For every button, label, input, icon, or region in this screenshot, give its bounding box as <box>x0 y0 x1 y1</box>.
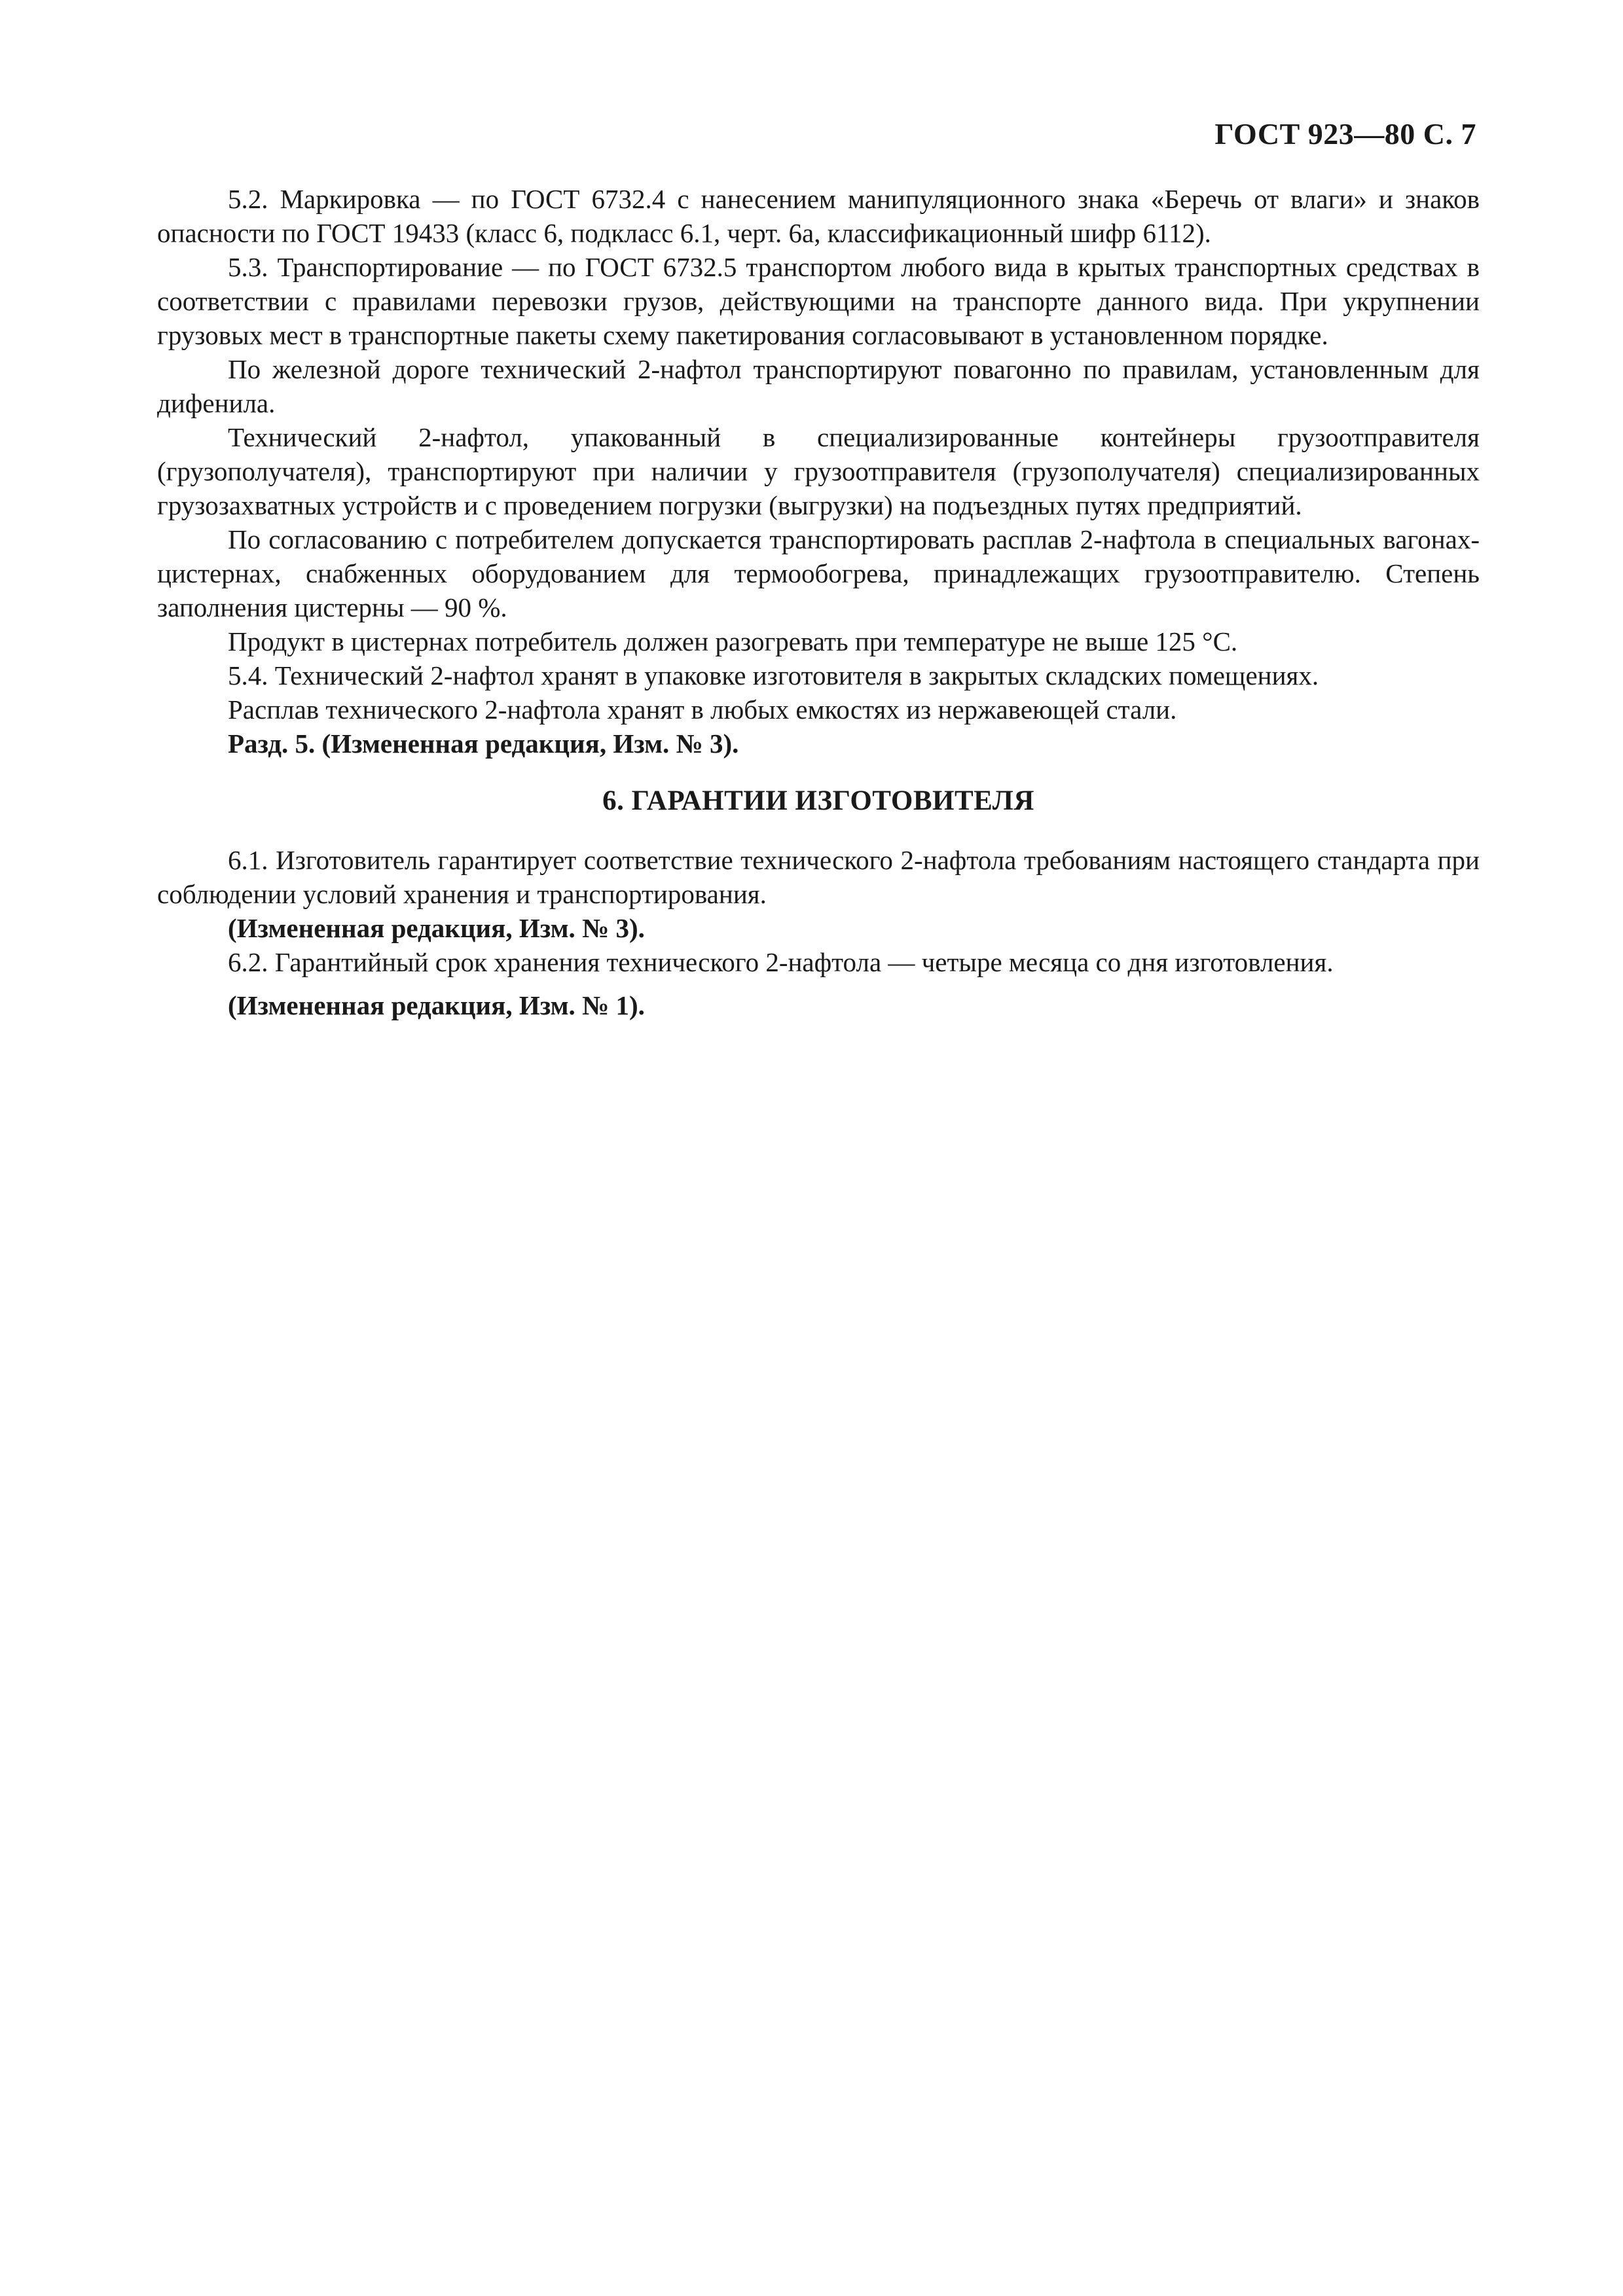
running-head: ГОСТ 923—80 С. 7 <box>1214 117 1476 151</box>
paragraph-melt-storage: Расплав технического 2-нафтола хранят в любых емкостях из нержавеющей стали. <box>228 694 1177 725</box>
paragraph-5-2: 5.2. Маркировка — по ГОСТ 6732.4 с нанесением манипуляционного знака «Беречь от влаги» и знаков опасности по ГОСТ 19433 (класс 6, подкласс 6.1, черт. 6а, классификационный шифр 6112). <box>157 184 1480 248</box>
paragraph-6-2: 6.2. Гарантийный срок хранения технического 2-нафтола — четыре месяца со дня изготовления. <box>228 947 1334 977</box>
document-body <box>157 182 1480 1022</box>
paragraph-heating: Продукт в цистернах потребитель должен разогревать при температуре не выше 125 °С. <box>228 626 1238 656</box>
paragraph-containers: Технический 2-нафтол, упакованный в специализированные контейнеры грузоотправителя (грузополучателя), транспортируют при наличии у грузоотправителя (грузополучателя) специализированных грузозахватных устройств и с проведением погрузки (выгрузки) на подъездных путях предприятий. <box>157 422 1480 520</box>
paragraph-5-3: 5.3. Транспортирование — по ГОСТ 6732.5 транспортом любого вида в крытых транспортных средствах в соответствии с правилами перевозки грузов, действующими на транспорте данного вида. При укрупнении грузовых мест в транспортные пакеты схему пакетирования согласовывают в установленном порядке. <box>157 252 1480 350</box>
paragraph-5-4: 5.4. Технический 2-нафтол хранят в упаковке изготовителя в закрытых складских помещениях. <box>228 660 1319 691</box>
section-6-heading: 6. ГАРАНТИИ ИЗГОТОВИТЕЛЯ <box>602 785 1034 816</box>
amendment-note-6-2: (Измененная редакция, Изм. № 1). <box>228 990 645 1020</box>
paragraph-6-1: 6.1. Изготовитель гарантирует соответствие технического 2-нафтола требованиям настоящего стандарта при соблюдении условий хранения и транспортирования. <box>157 845 1480 909</box>
amendment-note-section-5: Разд. 5. (Измененная редакция, Изм. № 3). <box>228 728 739 759</box>
paragraph-tank-cars: По согласованию с потребителем допускается транспортировать расплав 2-нафтола в специальных вагонах-цистернах, снабженных оборудованием для термообогрева, принадлежащих грузоотправителю. Степень заполнения цистерны — 90 %. <box>157 524 1480 622</box>
paragraph-rail-transport: По железной дороге технический 2-нафтол транспортируют повагонно по правилам, установленным для дифенила. <box>157 354 1480 418</box>
amendment-note-6-1: (Измененная редакция, Изм. № 3). <box>228 913 645 943</box>
